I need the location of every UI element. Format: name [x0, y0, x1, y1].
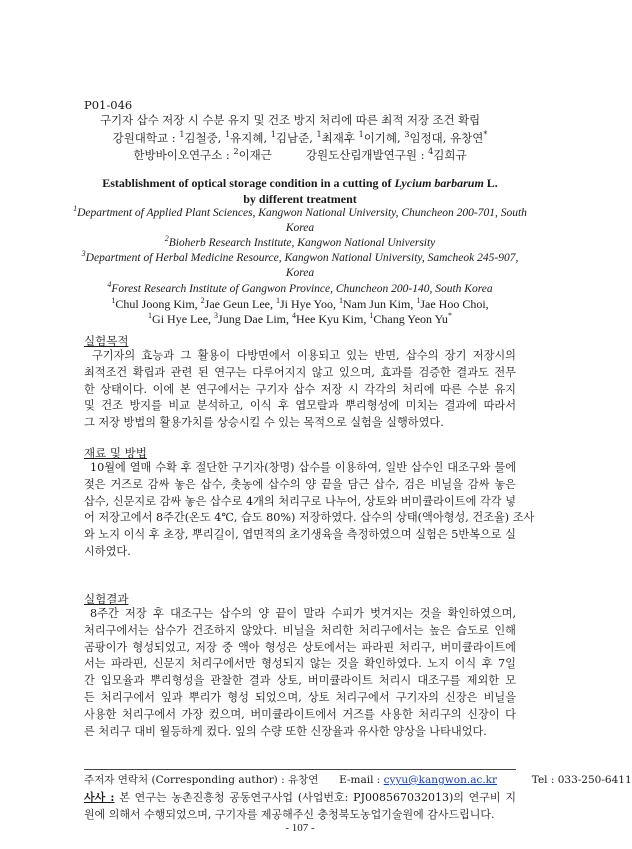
- section-body-results: [84, 606, 516, 740]
- korean-title: 구기자 삽수 저장 시 수분 유지 및 건조 방지 처리에 따른 최적 저장 조건 확립: [100, 113, 481, 127]
- body-line: 든 처리구에서 잎과 뿌리가 형성 되었으며, 상토 처리구에서 구기자의 신장은 비닐을: [84, 690, 516, 704]
- body-line: 서는 파라핀, 신문지 처리구에서만 형성되지 않는 것을 확인하였다. 노지 이식 후 7일: [84, 657, 516, 671]
- page-number: - 107 -: [285, 822, 315, 834]
- acknowledgement-line-1: 사사 : 본 연구는 농촌진흥청 공동연구사업 (사업번호: PJ008567032013)의 연구비 지: [84, 791, 516, 804]
- section-heading-methods: 재료 및 방법: [84, 446, 147, 460]
- affiliation-1: $^1$Department of Applied Plant Sciences, Kangwon National University, Chuncheon 200-701, South: [73, 204, 527, 219]
- body-line: 10월에 열매 수확 후 절단한 구기자(창명) 삽수를 이용하여, 일반 삽수인 대조구와 물에: [90, 461, 516, 474]
- body-line: 곰팡이가 형성되었고, 저장 중 액아 형성은 상토에서는 파라핀 처리구, 버미큘라이트에: [84, 640, 516, 654]
- body-line: 간 입모율과 뿌리형성을 관찰한 결과 상토, 버미큘라이트 처리시 대조구를 제외한 모: [84, 674, 516, 688]
- korean-authors-line-1: 강원대학교 : $^1$김철중, $^1$유지혜, $^1$김남준, $^1$최재후 $^1$이기혜, $^3$임정대, 유창연*: [112, 130, 488, 145]
- body-line: 8주간 저장 후 대조구는 삽수의 양 끝이 말라 수피가 벗겨지는 것을 확인하였으며,: [90, 607, 516, 620]
- author-email-link[interactable]: cyyu@kangwon.ac.kr: [383, 774, 498, 786]
- section-body-methods: [84, 460, 535, 561]
- english-title: Establishment of optical storage condition in a cutting of Lycium barbarum L.: [102, 176, 498, 190]
- body-line: 어 저장고에서 8주간(온도 4℃, 습도 80%) 저장하였다. 삽수의 상태(액아형성, 건조율) 조사: [84, 511, 535, 525]
- body-line: 사용한 처리구에서 가장 컸으며, 버미큘라이트에서 거즈를 사용한 처리구의 신장이 다: [84, 707, 516, 721]
- section-heading-objective: 실험목적: [84, 334, 129, 348]
- section-body-objective: [84, 348, 516, 432]
- affiliation-3-cont: Korea: [285, 267, 315, 279]
- body-line: 구기자의 효능과 그 활용이 다방면에서 이용되고 있는 반면, 삽수의 장기 저장시의: [92, 349, 516, 362]
- body-line: 와 노지 이식 후 초장, 뿌리길이, 엽면적의 초기생육을 측정하였으며 실험은 5반복으로 실: [84, 528, 516, 542]
- affiliation-2: $^2$Bioherb Research Institute, Kangwon National University: [164, 234, 436, 249]
- acknowledgement-line-2: 원에 의해서 수행되었으며, 구기자를 제공해주신 충청북도농업기술원에 감사드립니다.: [84, 808, 495, 821]
- english-authors-line-2: $^1$Gi Hye Lee, $^3$Jung Dae Lim, $^4$Hee Kyu Kim, $^1$Chang Yeon Yu*: [148, 311, 452, 326]
- affiliation-4: $^4$Forest Research Institute of Gangwon Province, Chuncheon 200-140, South Korea: [107, 280, 493, 295]
- affiliation-3: $^3$Department of Herbal Medicine Resource, Kangwon National University, Samcheok 245-907,: [81, 249, 519, 264]
- section-heading-results: 실험결과: [84, 592, 129, 606]
- affiliation-1-cont: Korea: [285, 222, 315, 234]
- corresponding-author-line: 주저자 연락처 (Corresponding author) : 유창연 E-mail : cyyu@kangwon.ac.kr Tel : 033-250-6411: [84, 774, 632, 786]
- english-authors-line-1: $^1$Chul Joong Kim, $^2$Jae Geun Lee, $^1$Ji Hye Yoo, $^1$Nam Jun Kim, $^1$Jae Hoo Choi,: [111, 296, 489, 311]
- body-line: 처리구에서는 삽수가 건조하지 않았다. 비닐을 처리한 처리구에서는 높은 습도로 인해: [84, 623, 516, 637]
- footer-divider: [84, 769, 516, 770]
- acknowledgement-label: 사사 :: [84, 791, 115, 804]
- body-line: 및 건조 방지를 비교 분석하고, 이식 후 엽모랄과 뿌리형성에 미치는 결과에 따라서: [84, 399, 516, 413]
- body-line: 젖은 거즈로 감싸 놓은 삽수, 촛농에 삽수의 양 끝을 담근 삽수, 검은 비닐을 감싸 놓은: [84, 477, 516, 491]
- body-line: 른 처리구 대비 월등하게 컸다. 잎의 수량 또한 신장율과 유사한 양상을 나타내었다.: [84, 724, 487, 738]
- species-name: Lycium barbarum: [394, 176, 484, 190]
- english-title-line-2: by different treatment: [243, 192, 357, 206]
- body-line: 최적조건 확립과 관련 된 연구는 다루어지지 않고 있으며, 효과를 검증한 결과도 전무: [84, 365, 516, 379]
- korean-authors-line-2: 한방바이오연구소 : $^2$이재근 강원도산림개발연구원 : $^4$김희규: [133, 147, 467, 162]
- body-line: 한 상태이다. 이에 본 연구에서는 구기자 삽수 저장 시 각각의 처리에 따른 수분 유지: [84, 382, 516, 396]
- body-line: 그 저장 방법의 활용가치를 상승시킬 수 있는 목적으로 실험을 실행하였다.: [84, 416, 444, 430]
- abstract-code: P01-046: [84, 98, 133, 112]
- body-line: 시하였다.: [84, 544, 131, 558]
- body-line: 삽수, 신문지로 감싸 놓은 삽수로 4개의 처리구로 나누어, 상토와 버미큘라이트에 각각 넣: [84, 494, 516, 508]
